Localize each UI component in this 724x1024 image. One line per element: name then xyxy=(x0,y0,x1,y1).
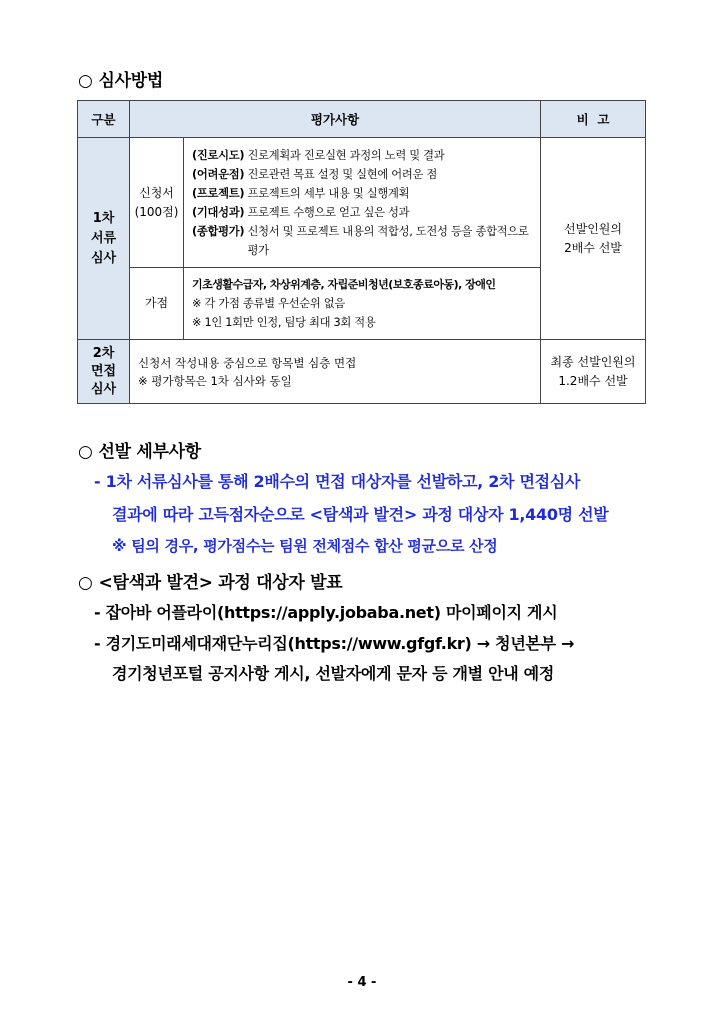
stage1-label: 1차 서류 심사 xyxy=(78,138,130,340)
interview-line: 신청서 작성내용 중심으로 항목별 심층 면접 xyxy=(138,355,357,370)
application-criteria xyxy=(184,138,541,268)
section-title: 선발 세부사항 xyxy=(98,442,201,462)
circle-bullet-icon: ○ xyxy=(78,573,93,593)
announcement-line-3: 경기청년포털 공지사항 게시, 선발자에게 문자 등 개별 안내 예정 xyxy=(112,664,554,683)
bonus-note: ※ 1인 1회만 인정, 팀당 최대 3회 적용 xyxy=(192,316,376,329)
evaluation-table xyxy=(77,100,646,404)
announcement-line-2: - 경기도미래세대재단누리집(https://www.gfgf.kr) → 청년본부 → xyxy=(94,634,575,653)
stage2-remark: 최종 선발인원의 1.2배수 선발 xyxy=(541,340,646,404)
header-category: 구분 xyxy=(78,101,130,138)
section-heading-selection-details xyxy=(78,437,201,462)
criterion-key: (종합평가) xyxy=(192,224,245,238)
selection-line-1: - 1차 서류심사를 통해 2배수의 면접 대상자를 선발하고, 2차 면접심사 xyxy=(94,472,581,491)
bonus-details xyxy=(184,268,541,340)
interview-note: ※ 평가항목은 1차 심사와 동일 xyxy=(138,373,292,388)
criterion-row xyxy=(192,203,534,222)
criterion-text: 프로젝트의 세부 내용 및 실행계획 xyxy=(247,186,410,200)
announcement-line-1: - 잡아바 어플라이(https://apply.jobaba.net) 마이페이지 게시 xyxy=(94,603,558,622)
section-heading-announcement xyxy=(78,568,342,593)
criterion-text: 진로관련 목표 설정 및 실현에 어려운 점 xyxy=(247,167,438,181)
application-label: 신청서 (100점) xyxy=(130,138,184,268)
selection-line-2: 결과에 따라 고득점자순으로 <탐색과 발견> 과정 대상자 1,440명 선발 xyxy=(112,505,609,524)
section-title: <탐색과 발견> 과정 대상자 발표 xyxy=(98,573,343,593)
circle-bullet-icon: ○ xyxy=(78,442,93,462)
bonus-note: ※ 각 가점 종류별 우선순위 없음 xyxy=(192,297,345,310)
criterion-row xyxy=(192,165,534,184)
page-number: - 4 - xyxy=(347,975,377,990)
criterion-row xyxy=(192,222,534,260)
stage1-remark: 선발인원의 2배수 선발 xyxy=(541,138,646,340)
criterion-key: (기대성과) xyxy=(192,205,245,219)
stage2-label: 2차 면접 심사 xyxy=(78,340,130,404)
header-evaluation-items: 평가사항 xyxy=(130,101,541,138)
header-remarks: 비 고 xyxy=(541,101,646,138)
bonus-title: 기초생활수급자, 차상위계층, 자립준비청년(보호종료아동), 장애인 xyxy=(192,278,496,291)
stage2-details xyxy=(130,340,541,404)
criterion-row xyxy=(192,146,534,165)
circle-bullet-icon: ○ xyxy=(78,71,93,91)
criterion-key: (어려운점) xyxy=(192,167,245,181)
bonus-label: 가점 xyxy=(130,268,184,340)
selection-note: ※ 팀의 경우, 평가점수는 팀원 전체점수 합산 평균으로 산정 xyxy=(112,537,498,555)
section-heading-evaluation-method xyxy=(78,66,163,91)
section-title: 심사방법 xyxy=(98,71,164,91)
criterion-row xyxy=(192,184,534,203)
criterion-text: 진로계획과 진로실현 과정의 노력 및 결과 xyxy=(247,148,445,162)
criterion-text: 프로젝트 수행으로 얻고 싶은 성과 xyxy=(247,205,410,219)
criterion-key: (프로젝트) xyxy=(192,186,245,200)
criterion-text: 신청서 및 프로젝트 내용의 적합성, 도전성 등을 종합적으로 평가 xyxy=(247,224,529,257)
criterion-key: (진로시도) xyxy=(192,148,245,162)
